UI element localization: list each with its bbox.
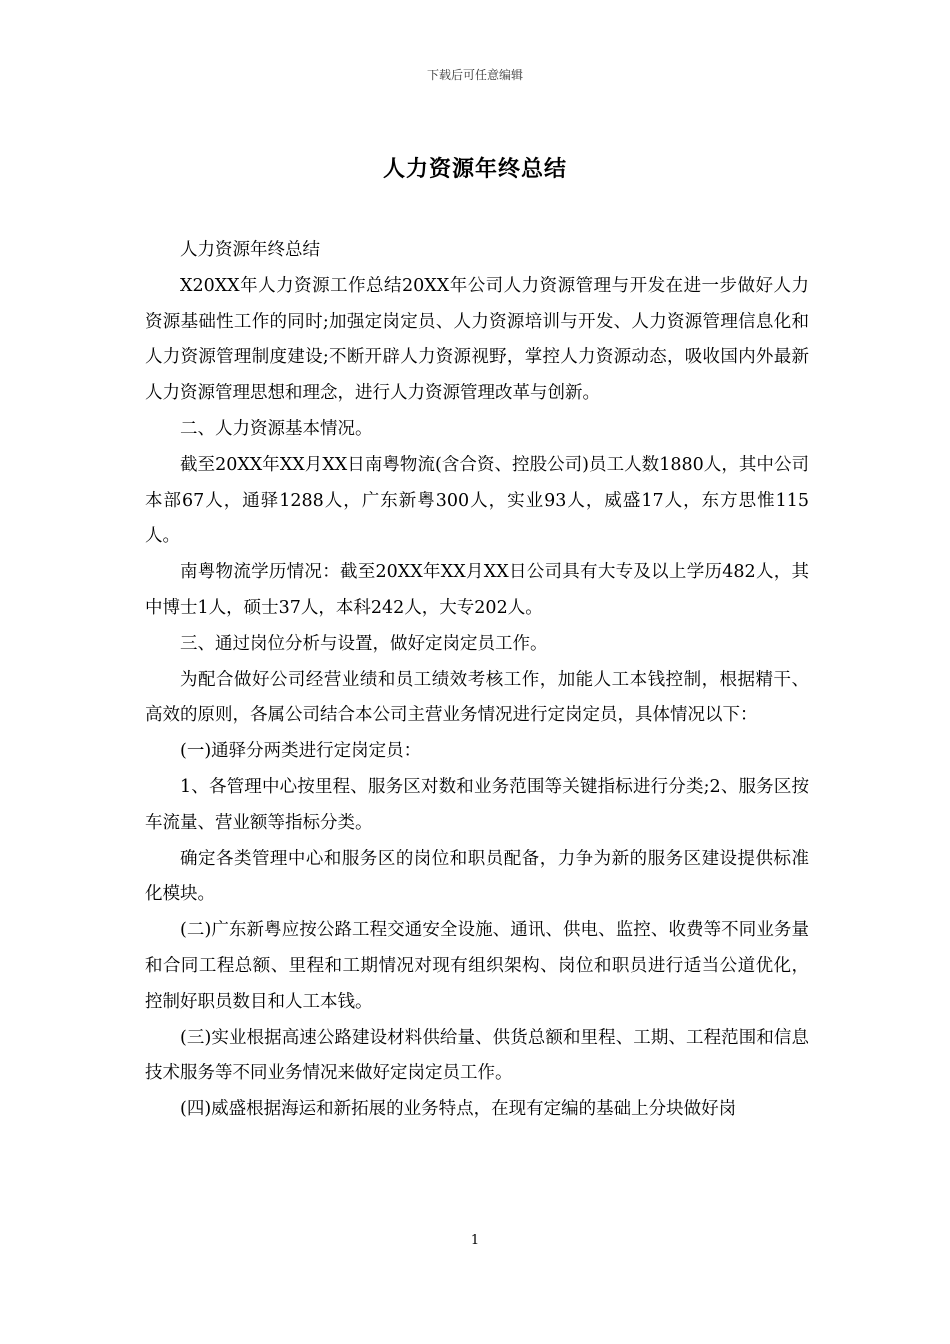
paragraph-subtitle: 人力资源年终总结	[180, 240, 320, 260]
page-number: 1	[470, 1233, 480, 1248]
paragraph: 为配合做好公司经营业绩和员工绩效考核工作，加能人工本钱控制，根据精干、高效的原则，各属公司结合本公司主营业务情况进行定岗定员，具体情况以下：	[145, 669, 809, 726]
document-body	[145, 233, 809, 1128]
paragraph: X20XX年人力资源工作总结20XX年公司人力资源管理与开发在进一步做好人力资源基础性工作的同时;加强定岗定员、人力资源培训与开发、人力资源管理信息化和人力资源管理制度建设;不断开辟人力资源视野，掌控人力资源动态，吸收国内外最新人力资源管理思想和理念，进行人力资源管理改革与创新。	[145, 275, 809, 404]
paragraph: 南粤物流学历情况：截至20XX年XX月XX日公司具有大专及以上学历482人，其中博士1人，硕士37人，本科242人，大专202人。	[145, 562, 809, 618]
paragraph: (三)实业根据高速公路建设材料供给量、供货总额和里程、工期、工程范围和信息技术服务等不同业务情况来做好定岗定员工作。	[145, 1027, 809, 1084]
section-heading: 三、通过岗位分析与设置，做好定岗定员工作。	[180, 633, 548, 654]
paragraph: (四)威盛根据海运和新拓展的业务特点，在现有定编的基础上分块做好岗	[180, 1099, 737, 1120]
document-title: 人力资源年终总结	[382, 156, 567, 182]
paragraph: 截至20XX年XX月XX日南粤物流(含合资、控股公司)员工人数1880人，其中公司本部67人，通驿1288人，广东新粤300人，实业93人，威盛17人，东方思惟115人。	[145, 454, 809, 547]
paragraph: (二)广东新粤应按公路工程交通安全设施、通讯、供电、监控、收费等不同业务量和合同工程总额、里程和工期情况对现有组织架构、岗位和职员进行适当公道优化，控制好职员数目和人工本钱。	[145, 920, 809, 1012]
header-note: 下载后可任意编辑	[426, 68, 523, 82]
paragraph: 确定各类管理中心和服务区的岗位和职员配备，力争为新的服务区建设提供标准化模块。	[145, 848, 809, 905]
section-heading: 二、人力资源基本情况。	[180, 418, 373, 439]
paragraph: 1、各管理中心按里程、服务区对数和业务范围等关键指标进行分类;2、服务区按车流量、营业额等指标分类。	[145, 776, 809, 833]
subsection-heading: (一)通驿分两类进行定岗定员：	[180, 741, 422, 762]
